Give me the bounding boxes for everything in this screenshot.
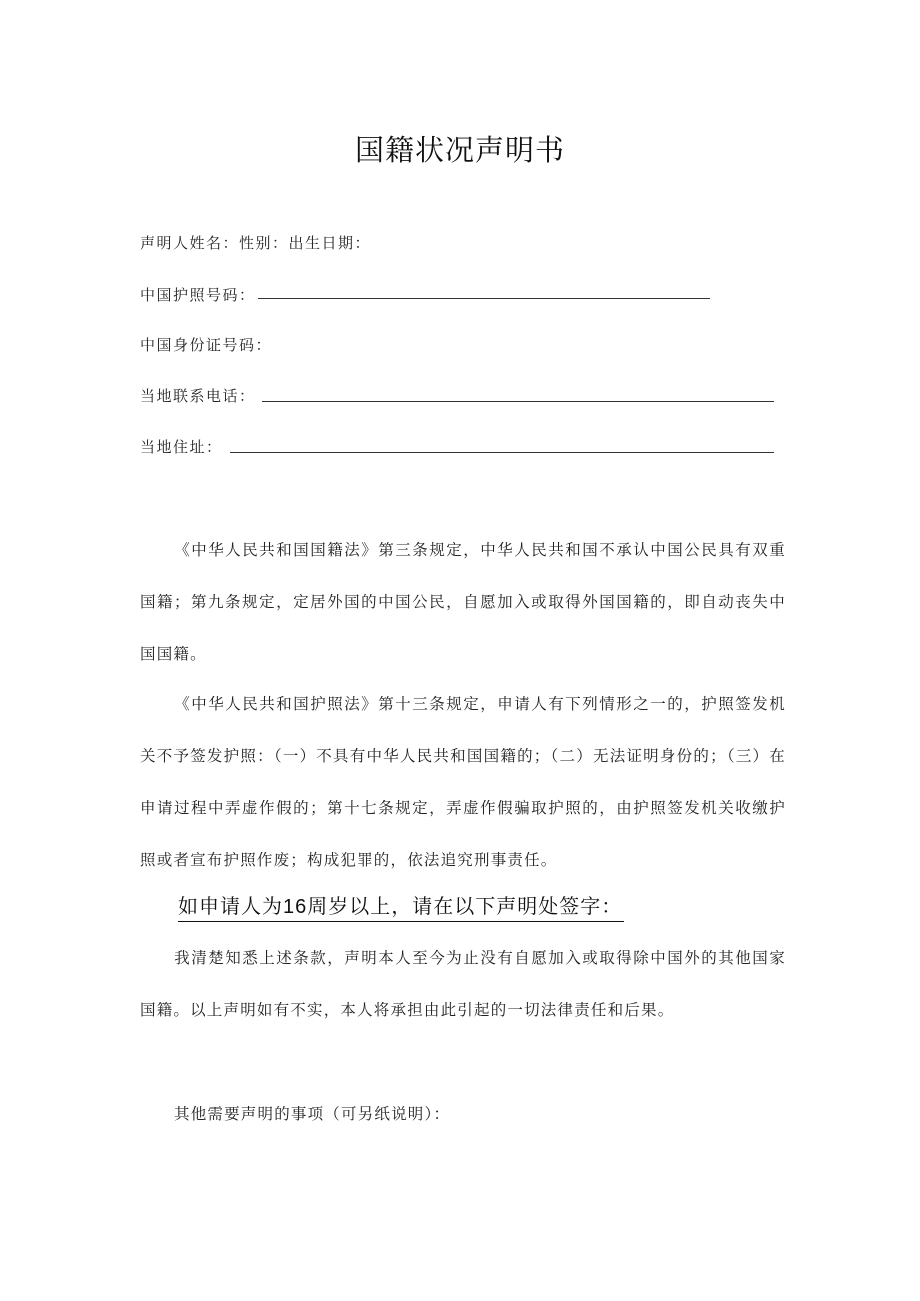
nationality-law-text: 《中华人民共和国国籍法》第三条规定，中华人民共和国不承认中国公民具有双重国籍；第九条规定，定居外国的中国公民，自愿加入或取得外国国籍的，即自动丧失中国国籍。: [140, 541, 786, 663]
id-number-label: 中国身份证号码：: [140, 336, 273, 354]
other-matters-label: 其他需要声明的事项（可另纸说明）：: [174, 1105, 451, 1123]
document-title: 国籍状况声明书: [354, 133, 565, 167]
signature-heading-age: 16: [283, 896, 308, 918]
nationality-law-paragraph: [140, 524, 786, 680]
passport-law-paragraph: [140, 678, 786, 886]
passport-number-field[interactable]: [258, 298, 710, 299]
phone-label: 当地联系电话：: [140, 387, 256, 405]
signature-heading-prefix: 如申请人为: [178, 894, 283, 918]
passport-number-label: 中国护照号码：: [140, 286, 256, 304]
declaration-paragraph: [140, 932, 786, 1036]
declaration-text: 我清楚知悉上述条款，声明本人至今为止没有自愿加入或取得除中国外的其他国家国籍。以上声明如有不实，本人将承担由此引起的一切法律责任和后果。: [140, 949, 786, 1019]
passport-law-text: 《中华人民共和国护照法》第十三条规定，申请人有下列情形之一的，护照签发机关不予签发护照：（一）不具有中华人民共和国国籍的；（二）无法证明身份的；（三）在申请过程中弄虚作假的；第十七条规定，弄虚作假骗取护照的，由护照签发机关收缴护照或者宣布护照作废；构成犯罪的，依法追究刑事责任。: [140, 695, 786, 869]
signature-heading-suffix: 周岁以上，请在以下声明处签字：: [307, 894, 623, 918]
declarant-info-label: 声明人姓名：性别：出生日期：: [140, 234, 372, 252]
phone-field[interactable]: [262, 401, 774, 402]
address-field[interactable]: [230, 452, 774, 453]
signature-heading: [178, 892, 624, 922]
address-label: 当地住址：: [140, 438, 223, 456]
other-matters-paragraph: [140, 1088, 786, 1140]
